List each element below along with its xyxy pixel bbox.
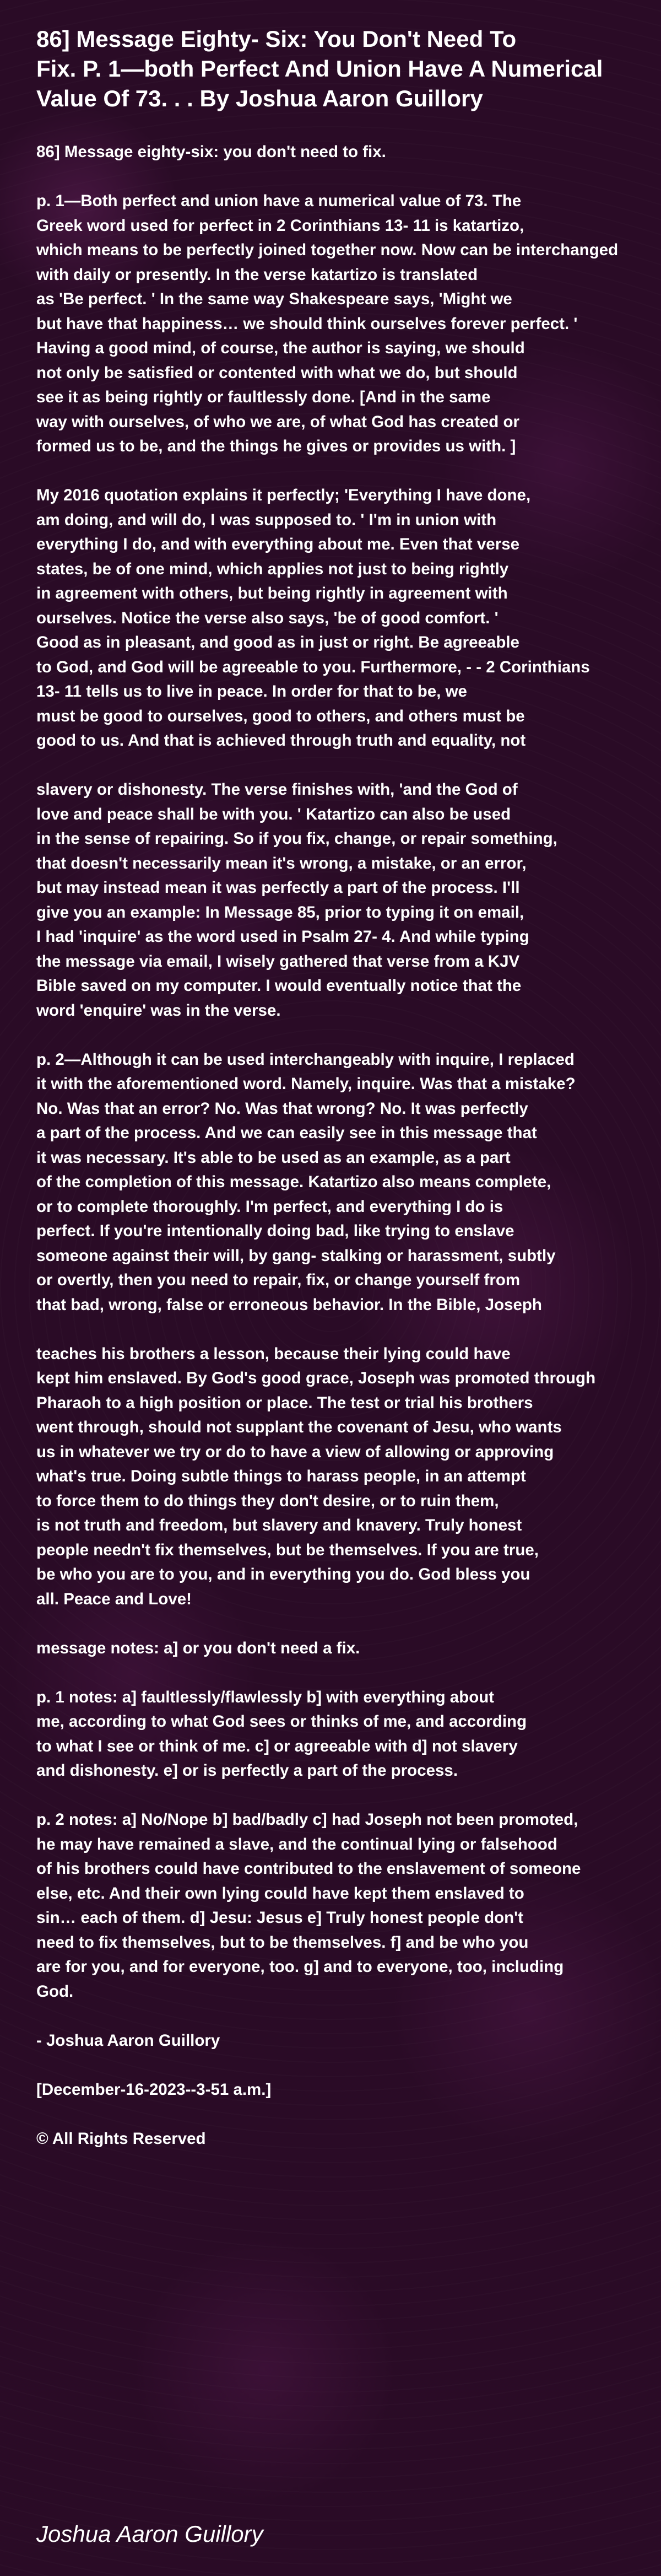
blank-line bbox=[36, 459, 661, 484]
poem-line: it with the aforementioned word. Namely, inquire. Was that a mistake? bbox=[36, 1075, 576, 1093]
poem-line: that bad, wrong, false or erroneous behavior. In the Bible, Joseph bbox=[36, 1295, 542, 1314]
poem-line: to what I see or think of me. c] or agreeable with d] not slavery bbox=[36, 1737, 518, 1755]
poem-line: kept him enslaved. By God's good grace, Joseph was promoted through bbox=[36, 1369, 596, 1387]
poem-line: see it as being rightly or faultlessly done. [And in the same bbox=[36, 388, 491, 406]
blank-line bbox=[36, 1661, 661, 1685]
blank-line bbox=[36, 753, 661, 778]
poem-line: p. 1—Both perfect and union have a numerical value of 73. The bbox=[36, 192, 522, 210]
poem-line: need to fix themselves, but to be themselves. f] and be who you bbox=[36, 1933, 529, 1952]
poem-line: am doing, and will do, I was supposed to. ' I'm in union with bbox=[36, 510, 497, 529]
poem-line: sin… each of them. d] Jesu: Jesus e] Truly honest people don't bbox=[36, 1909, 523, 1927]
poem-line: Greek word used for perfect in 2 Corinthians 13- 11 is katartizo, bbox=[36, 216, 524, 235]
poem-line: © All Rights Reserved bbox=[36, 2129, 206, 2148]
poem-line: Bible saved on my computer. I would eventually notice that the bbox=[36, 977, 522, 995]
poem-line: it was necessary. It's able to be used as an example, as a part bbox=[36, 1148, 511, 1167]
poem-title-line: Value Of 73. . . By Joshua Aaron Guillory bbox=[36, 85, 483, 111]
poem-line: Pharaoh to a high position or place. The test or trial his brothers bbox=[36, 1393, 533, 1412]
blank-line bbox=[36, 2004, 661, 2029]
poem-line: to God, and God will be agreeable to you. Furthermore, - - 2 Corinthians bbox=[36, 658, 590, 676]
poem-line: the message via email, I wisely gathered that verse from a KJV bbox=[36, 952, 520, 971]
poem-line: me, according to what God sees or thinks of me, and according bbox=[36, 1712, 527, 1731]
poem-line: be who you are to you, and in everything you do. God bless you bbox=[36, 1565, 530, 1583]
blank-line bbox=[36, 1783, 661, 1808]
blank-line bbox=[36, 165, 661, 190]
blank-line bbox=[36, 2053, 661, 2078]
poem-line: ourselves. Notice the verse also says, 'be of good comfort. ' bbox=[36, 608, 499, 627]
poem-line: p. 2 notes: a] No/Nope b] bad/badly c] had Joseph not been promoted, bbox=[36, 1810, 578, 1829]
poem-line: message notes: a] or you don't need a fix. bbox=[36, 1639, 360, 1657]
author-signature: Joshua Aaron Guillory bbox=[36, 2521, 263, 2547]
poem-line: or to complete thoroughly. I'm perfect, and everything I do is bbox=[36, 1197, 503, 1216]
poem-line: p. 2—Although it can be used interchangeably with inquire, I replaced bbox=[36, 1050, 575, 1069]
poem-line: not only be satisfied or contented with what we do, but should bbox=[36, 363, 518, 382]
poem-line: p. 1 notes: a] faultlessly/flawlessly b] with everything about bbox=[36, 1688, 495, 1706]
poem-line: someone against their will, by gang- stalking or harassment, subtly bbox=[36, 1246, 556, 1265]
poem-line: to force them to do things they don't desire, or to ruin them, bbox=[36, 1491, 499, 1510]
poem-line: give you an example: In Message 85, prior to typing it on email, bbox=[36, 903, 524, 921]
poem-line: are for you, and for everyone, too. g] and to everyone, too, including bbox=[36, 1958, 564, 1976]
poem-body bbox=[36, 140, 661, 2151]
poem-line: 13- 11 tells us to live in peace. In order for that to be, we bbox=[36, 682, 467, 700]
poem-line: went through, should not supplant the covenant of Jesu, who wants bbox=[36, 1418, 562, 1436]
poem-line: but have that happiness… we should think ourselves forever perfect. ' bbox=[36, 314, 578, 333]
poem-line: love and peace shall be with you. ' Katartizo can also be used bbox=[36, 805, 511, 823]
poem-line: in agreement with others, but being rightly in agreement with bbox=[36, 584, 508, 602]
poem-line: is not truth and freedom, but slavery and knavery. Truly honest bbox=[36, 1516, 522, 1534]
poem-line: people needn't fix themselves, but be themselves. If you are true, bbox=[36, 1540, 539, 1559]
poem-line: and dishonesty. e] or is perfectly a part of the process. bbox=[36, 1761, 458, 1780]
poem-line: else, etc. And their own lying could have kept them enslaved to bbox=[36, 1884, 524, 1903]
blank-line bbox=[36, 1317, 661, 1342]
poem-line: teaches his brothers a lesson, because their lying could have bbox=[36, 1344, 511, 1363]
poem-line: My 2016 quotation explains it perfectly; 'Everything I have done, bbox=[36, 486, 531, 504]
poem-line: of the completion of this message. Katartizo also means complete, bbox=[36, 1173, 551, 1191]
poem-line: what's true. Doing subtle things to harass people, in an attempt bbox=[36, 1467, 526, 1485]
poem-line: everything I do, and with everything about me. Even that verse bbox=[36, 535, 520, 553]
poem-title bbox=[36, 24, 642, 114]
poem-line: 86] Message eighty-six: you don't need to fix. bbox=[36, 143, 386, 161]
poem-line: must be good to ourselves, good to others, and others must be bbox=[36, 707, 525, 725]
poem-line: word 'enquire' was in the verse. bbox=[36, 1001, 281, 1020]
poem-line: all. Peace and Love! bbox=[36, 1589, 192, 1608]
poem-line: No. Was that an error? No. Was that wrong? No. It was perfectly bbox=[36, 1099, 528, 1118]
poem-title-line: Fix. P. 1—both Perfect And Union Have A Numerical bbox=[36, 56, 603, 82]
poem-line: with daily or presently. In the verse katartizo is translated bbox=[36, 265, 478, 284]
poem-line: [December-16-2023--3-51 a.m.] bbox=[36, 2080, 272, 2099]
poem-line: in the sense of repairing. So if you fix, change, or repair something, bbox=[36, 829, 557, 848]
poem-line: as 'Be perfect. ' In the same way Shakespeare says, 'Might we bbox=[36, 290, 512, 308]
poem-line: Good as in pleasant, and good as in just or right. Be agreeable bbox=[36, 633, 519, 651]
poem-line: Having a good mind, of course, the author is saying, we should bbox=[36, 339, 525, 357]
poem-line: a part of the process. And we can easily see in this message that bbox=[36, 1124, 537, 1142]
poem-line: he may have remained a slave, and the continual lying or falsehood bbox=[36, 1835, 557, 1853]
poem-line: - Joshua Aaron Guillory bbox=[36, 2031, 220, 2050]
poem-line: I had 'inquire' as the word used in Psalm 27- 4. And while typing bbox=[36, 928, 529, 946]
poem-line: us in whatever we try or do to have a view of allowing or approving bbox=[36, 1442, 554, 1461]
poem-line: perfect. If you're intentionally doing bad, like trying to enslave bbox=[36, 1222, 514, 1240]
blank-line bbox=[36, 1612, 661, 1636]
poem-line: or overtly, then you need to repair, fix, or change yourself from bbox=[36, 1271, 521, 1289]
poem-line: God. bbox=[36, 1982, 74, 2001]
poem-line: slavery or dishonesty. The verse finishes with, 'and the God of bbox=[36, 780, 518, 799]
poem-line: states, be of one mind, which applies not just to being rightly bbox=[36, 559, 509, 578]
poem-line: of his brothers could have contributed to the enslavement of someone bbox=[36, 1860, 581, 1878]
poem-line: formed us to be, and the things he gives or provides us with. ] bbox=[36, 437, 516, 455]
poem-title-line: 86] Message Eighty- Six: You Don't Need To bbox=[36, 26, 517, 52]
blank-line bbox=[36, 2102, 661, 2127]
poem-line: that doesn't necessarily mean it's wrong, a mistake, or an error, bbox=[36, 854, 527, 872]
poem-line: good to us. And that is achieved through truth and equality, not bbox=[36, 731, 526, 750]
poem-line: but may instead mean it was perfectly a part of the process. I'll bbox=[36, 879, 520, 897]
poem-line: way with ourselves, of who we are, of what God has created or bbox=[36, 412, 520, 431]
poem-line: which means to be perfectly joined together now. Now can be interchanged bbox=[36, 241, 619, 259]
blank-line bbox=[36, 1023, 661, 1048]
